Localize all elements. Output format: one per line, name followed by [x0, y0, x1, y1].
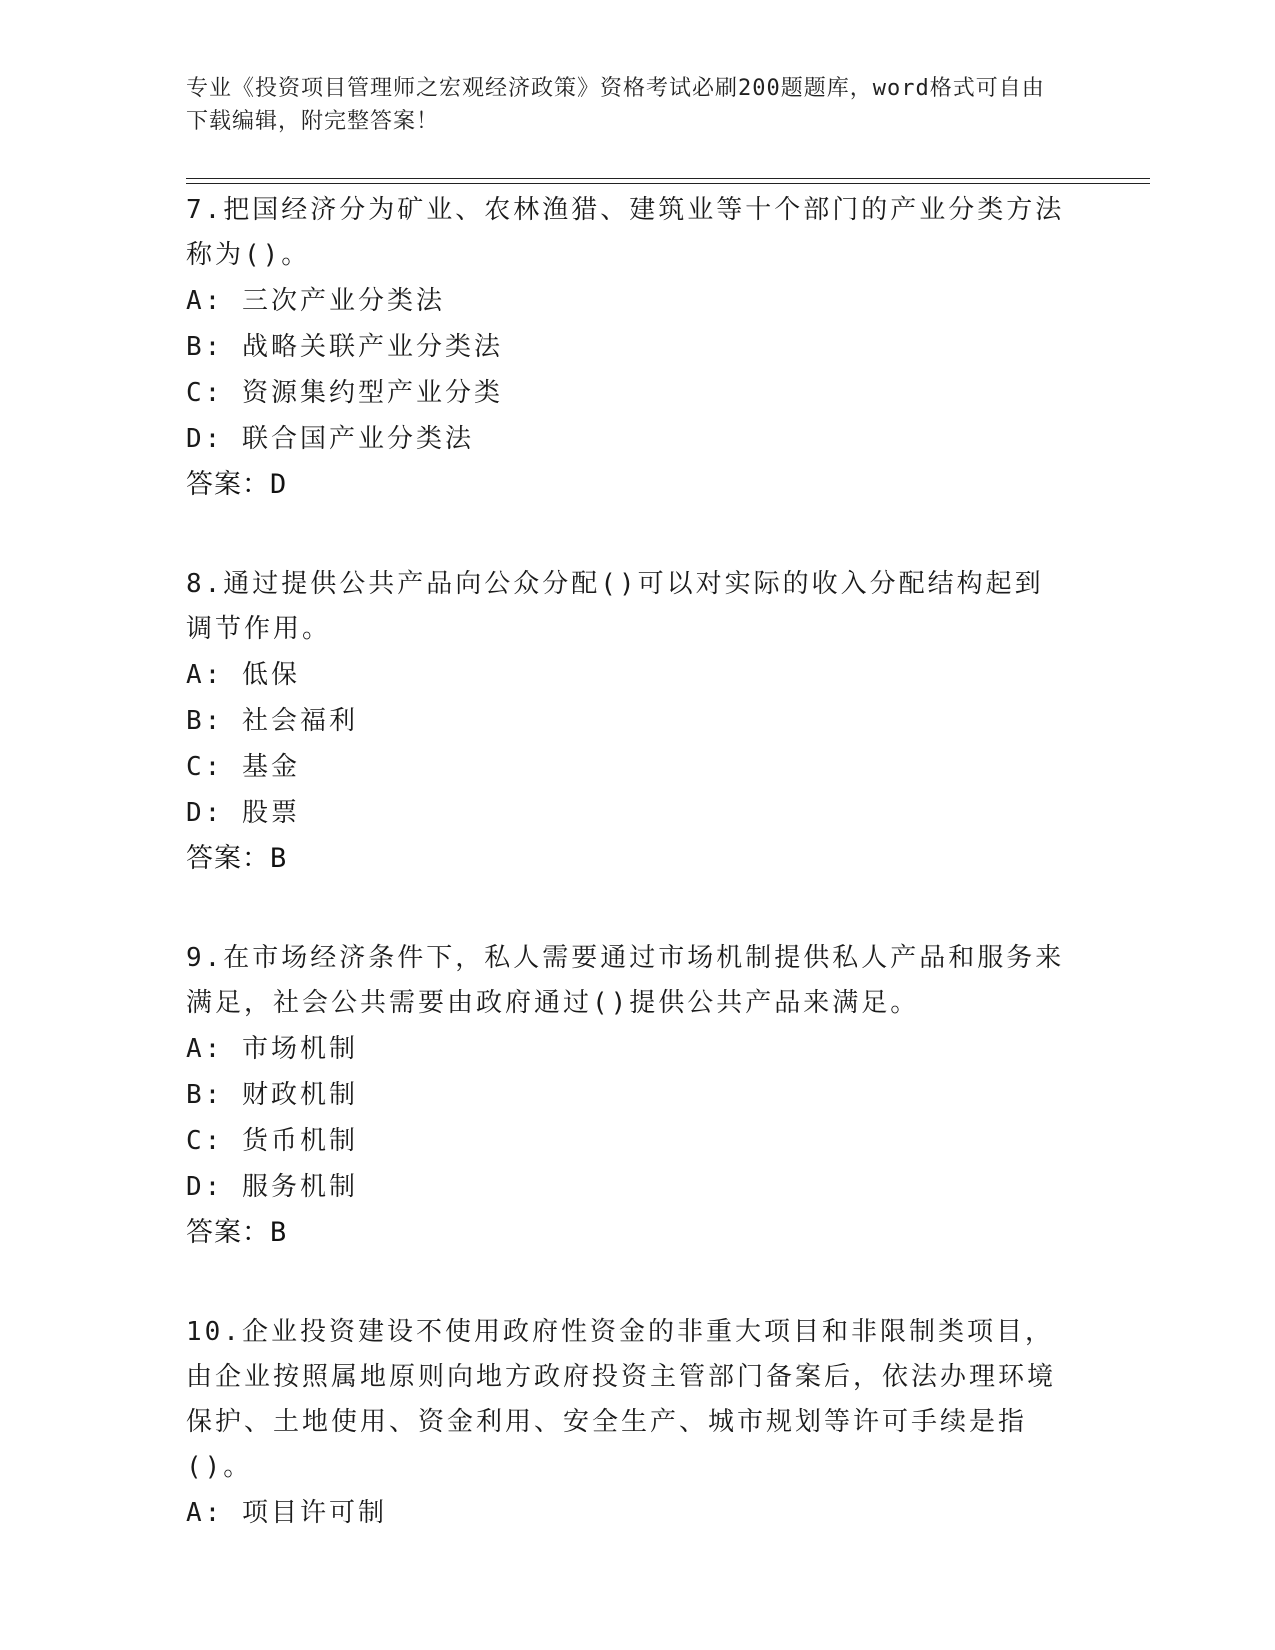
option-a: A: 三次产业分类法 — [186, 286, 445, 316]
answer-label: 答案：D — [186, 469, 288, 500]
option-d: D: 服务机制 — [186, 1172, 358, 1202]
question-9 — [186, 936, 1066, 1256]
question-text: 8.通过提供公共产品向公众分配()可以对实际的收入分配结构起到调节作用。 — [186, 569, 1044, 644]
option-c: C: 基金 — [186, 752, 300, 782]
question-text: 9.在市场经济条件下，私人需要通过市场机制提供私人产品和服务来满足，社会公共需要由政府通过()提供公共产品来满足。 — [186, 943, 1065, 1018]
header-divider-bottom — [186, 183, 1150, 184]
question-text: 10.企业投资建设不使用政府性资金的非重大项目和非限制类项目，由企业按照属地原则向地方政府投资主管部门备案后，依法办理环境保护、土地使用、资金利用、安全生产、城市规划等许可手续是指()。 — [186, 1317, 1057, 1482]
option-d: D: 联合国产业分类法 — [186, 424, 474, 454]
option-a: A: 市场机制 — [186, 1034, 358, 1064]
option-a: A: 项目许可制 — [186, 1498, 387, 1528]
question-list — [186, 188, 1066, 1590]
option-b: B: 社会福利 — [186, 706, 358, 736]
option-b: B: 财政机制 — [186, 1080, 358, 1110]
question-text: 7.把国经济分为矿业、农林渔猎、建筑业等十个部门的产业分类方法称为()。 — [186, 195, 1065, 270]
option-c: C: 资源集约型产业分类 — [186, 378, 503, 408]
question-7 — [186, 188, 1066, 508]
option-a: A: 低保 — [186, 660, 300, 690]
answer-label: 答案：B — [186, 1217, 288, 1248]
question-10 — [186, 1310, 1066, 1536]
header-divider-top — [186, 178, 1150, 179]
document-header: 专业《投资项目管理师之宏观经济政策》资格考试必刷200题题库，word格式可自由下载编辑，附完整答案！ — [186, 76, 1045, 134]
option-c: C: 货币机制 — [186, 1126, 358, 1156]
question-8 — [186, 562, 1066, 882]
option-d: D: 股票 — [186, 798, 300, 828]
option-b: B: 战略关联产业分类法 — [186, 332, 503, 362]
answer-label: 答案：B — [186, 843, 288, 874]
